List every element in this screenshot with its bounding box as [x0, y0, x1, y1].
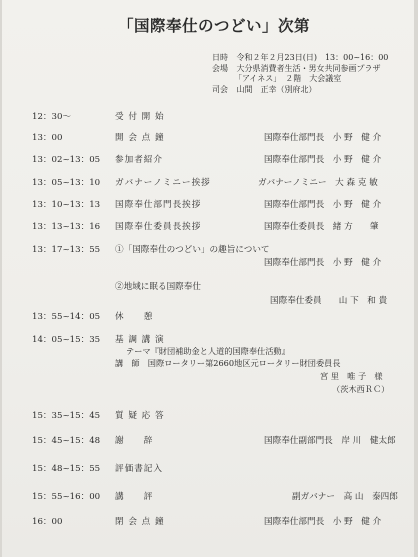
row-presenter: 副ガバナー 高 山 泰四郎	[292, 492, 398, 502]
mc-label: 司会	[212, 85, 228, 94]
row-item: ①「国際奉仕のつどい」の趣旨について	[115, 245, 270, 255]
schedule-row	[2, 462, 414, 476]
schedule-row	[2, 409, 414, 423]
row-presenter: 国際奉仕委員長 緒 方 肇	[264, 222, 379, 232]
row-item: 講 評	[115, 492, 154, 502]
schedule-row	[2, 515, 414, 529]
schedule-row	[2, 220, 414, 234]
row-time: 13：00	[32, 133, 63, 143]
row-presenter: 国際奉仕部門長 小 野 健 介	[264, 200, 382, 210]
row-item: 開 会 点 鐘	[115, 133, 165, 143]
meta-mc	[212, 84, 317, 95]
schedule-row	[2, 153, 414, 167]
row-presenter: 国際奉仕委員 山 下 和 貴	[270, 296, 388, 306]
keynote-speaker-club: （茨木西ＲＣ）	[332, 384, 390, 394]
row-item: 評価書記入	[115, 464, 163, 474]
row-item: 質 疑 応 答	[115, 411, 165, 421]
meta-date	[212, 52, 388, 63]
row-item: 休 憩	[115, 312, 154, 322]
row-time: 15：45~15：48	[32, 436, 101, 446]
schedule-row	[2, 176, 414, 190]
row-time: 15：48~15：55	[32, 464, 101, 474]
row-presenter: 国際奉仕副部門長 岸 川 健太郎	[264, 436, 396, 446]
row-time: 13：05~13：10	[32, 178, 101, 188]
schedule-row	[2, 333, 414, 347]
row-time: 13：13~13：16	[32, 222, 101, 232]
row-presenter: ガバナーノミニー 大 森 克 敏	[258, 178, 378, 188]
row-item: 基 調 講 演	[115, 335, 165, 345]
row-presenter: 国際奉仕部門長 小 野 健 介	[264, 258, 382, 268]
schedule-row	[2, 256, 414, 270]
schedule-row	[2, 310, 414, 324]
schedule-row	[2, 110, 414, 124]
row-item: 国際奉仕部門長挨拶	[115, 200, 202, 210]
row-time: 13：55~14：05	[32, 312, 101, 322]
keynote-speaker-name: 宮 里 唯 子 様	[320, 371, 383, 381]
schedule-row	[2, 490, 414, 504]
row-time: 12：30～	[32, 112, 72, 122]
row-time: 13：17~13：55	[32, 245, 101, 255]
row-item: 閉 会 点 鐘	[115, 517, 165, 527]
page-title: 「国際奉仕のつどい」次第	[118, 16, 311, 35]
keynote-speaker: 講 師 国際ロータリー第2660地区元ロータリー財団委員長	[115, 358, 341, 368]
row-presenter: 国際奉仕部門長 小 野 健 介	[264, 133, 382, 143]
venue-line1: 大分県消費者生活・男女共同参画プラザ	[236, 64, 381, 73]
schedule-row	[2, 243, 414, 257]
date-label: 日時	[212, 53, 228, 62]
row-item: ガバナーノミニー挨拶	[115, 178, 211, 188]
keynote-theme: テーマ『財団補助金と人道的国際奉仕活動』	[126, 346, 290, 356]
row-time: 13：10~13：13	[32, 200, 101, 210]
row-time: 13：02~13：05	[32, 155, 101, 165]
venue-label: 会場	[212, 64, 228, 73]
row-presenter: 国際奉仕部門長 小 野 健 介	[264, 517, 382, 527]
date-value: 令和２年２月23日(日) 13：00~16：00	[236, 53, 389, 62]
row-item: 謝 辞	[115, 436, 154, 446]
schedule-row	[2, 131, 414, 145]
row-time: 15：55~16：00	[32, 492, 101, 502]
row-time: 16：00	[32, 517, 63, 527]
row-item: 国際奉仕委員長挨拶	[115, 222, 202, 232]
row-item: 受 付 開 始	[115, 112, 165, 122]
venue-line2: 「アイネス」 ２階 大会議室	[234, 74, 342, 83]
schedule-row	[2, 434, 414, 448]
row-time: 14：05~15：35	[32, 335, 101, 345]
schedule-row	[2, 294, 414, 308]
program-page	[2, 0, 414, 557]
row-item: ②地域に眠る国際奉仕	[115, 282, 201, 292]
row-time: 15：35~15：45	[32, 411, 101, 421]
row-item: 参加者紹介	[115, 155, 163, 165]
schedule-row	[2, 198, 414, 212]
schedule-row	[2, 280, 414, 294]
row-presenter: 国際奉仕部門長 小 野 健 介	[264, 155, 382, 165]
mc-value: 山間 正幸（別府北）	[236, 85, 317, 94]
